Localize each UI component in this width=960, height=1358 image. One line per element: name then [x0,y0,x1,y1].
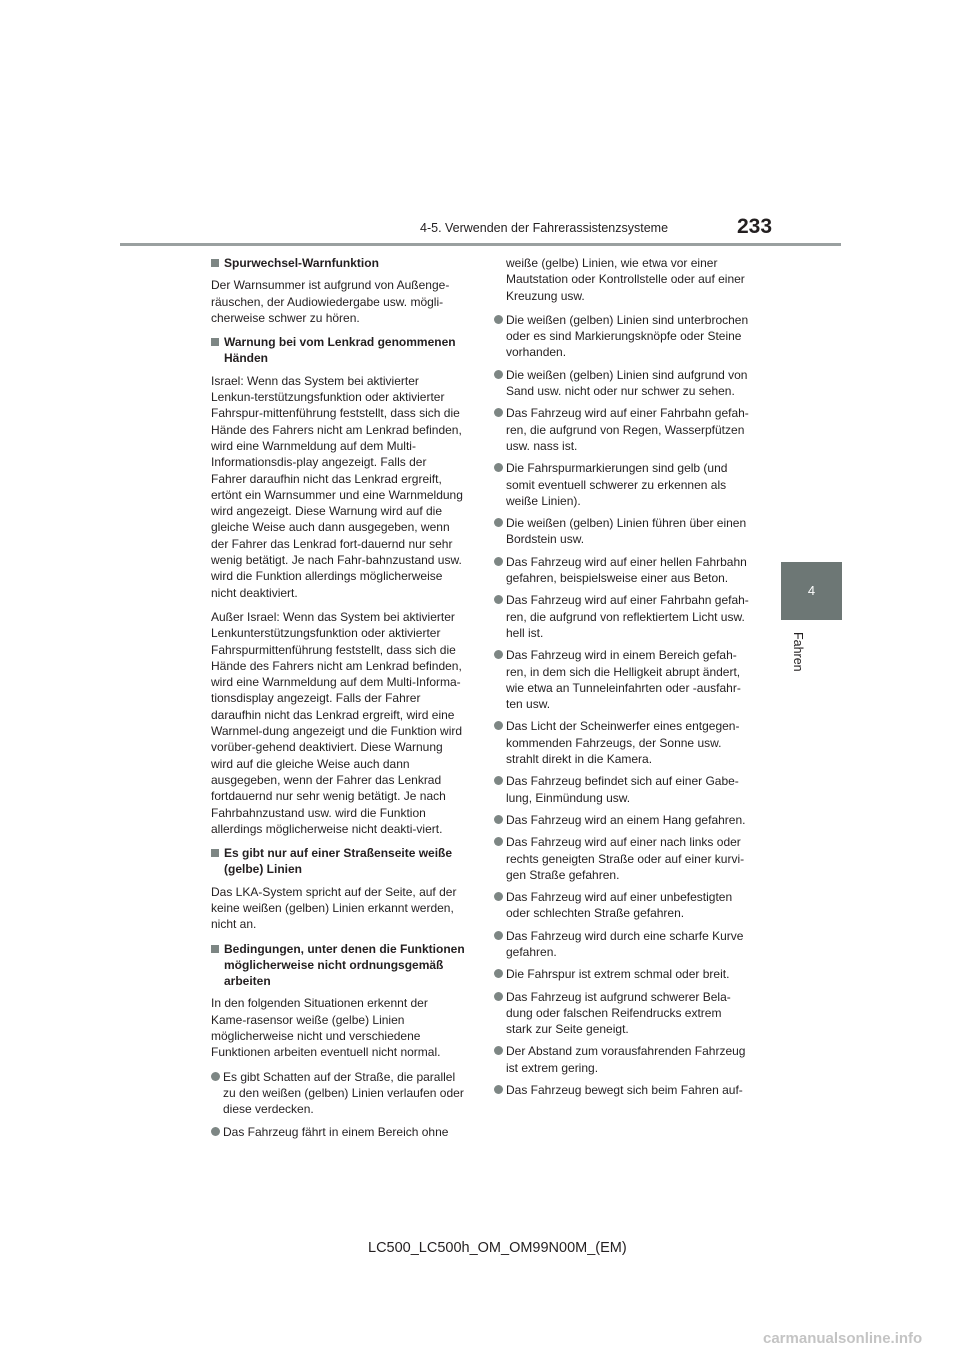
list-item-text: Das Fahrzeug befindet sich auf einer Gabe-lung, Einmündung usw. [506,774,739,805]
heading-text: Es gibt nur auf einer Straßenseite weiße (gelbe) Linien [224,846,453,877]
round-bullet-icon [211,1127,220,1136]
square-bullet-icon [211,259,219,267]
round-bullet-icon [494,408,503,417]
round-bullet-icon [494,892,503,901]
round-bullet-icon [494,370,503,379]
section-title: 4-5. Verwenden der Fahrerassistenzsysteme [420,221,669,235]
paragraph: Der Warnsummer ist aufgrund von Außenge-räuschen, der Audiowiedergabe usw. mögli-cherweise schwer zu hören. [211,278,450,325]
list-item [494,312,750,361]
continued-text: weiße (gelbe) Linien, wie etwa vor einer Mautstation oder Kontrollstelle oder auf einer Kreuzung usw. [506,256,745,303]
list-item [211,1124,465,1140]
square-bullet-icon [211,945,219,953]
round-bullet-icon [494,931,503,940]
list-item [494,718,750,767]
list-item-text: Das Fahrzeug wird an einem Hang gefahren. [506,812,746,827]
list-item-text: Die weißen (gelben) Linien sind unterbrochen oder es sind Markierungsknöpfe oder Steine vorhanden. [506,312,749,360]
section-heading [211,255,465,271]
paragraph: Das LKA-System spricht auf der Seite, auf der keine weißen (gelben) Linien erkannt werden, nicht an. [211,884,457,932]
list-item [494,928,750,961]
list-item [494,989,750,1038]
round-bullet-icon [494,992,503,1001]
round-bullet-icon [494,650,503,659]
round-bullet-icon [494,837,503,846]
round-bullet-icon [494,518,503,527]
list-item-text: Das Fahrzeug bewegt sich beim Fahren auf- [506,1083,743,1098]
watermark: carmanualsonline.info [763,1330,923,1347]
list-item [494,1043,750,1076]
document-code: LC500_LC500h_OM_OM99N00M_(EM) [368,1240,627,1256]
round-bullet-icon [494,815,503,824]
section-heading [211,845,465,878]
right-column [494,255,750,1104]
list-item-text: Die weißen (gelben) Linien führen über einen Bordstein usw. [506,516,747,547]
round-bullet-icon [494,776,503,785]
list-item [494,773,750,806]
list-item [494,647,750,712]
list-item-text: Das Fahrzeug fährt in einem Bereich ohne [223,1124,449,1139]
list-item-text: Die Fahrspurmarkierungen sind gelb (und somit eventuell schwerer zu erkennen als weiße Linien). [506,461,728,508]
list-item [211,1069,465,1118]
paragraph: Außer Israel: Wenn das System bei aktivierter Lenkunterstützungsfunktion oder aktivierter Fahrspurmittenführung feststellt, dass sich die Hände des Fahrers nicht am Lenkrad befinden, wird eine Warnmeldung auf dem Multi-Informa-tionsdisplay angezeigt. Falls der Fahrer daraufhin nicht das Lenkrad ergreift, wird eine Warnmel-dung angezeigt und die Funktion wird vorüber-gehend deaktiviert. Diese Warnung wird auf die gleiche Weise auch dann ausgegeben, wenn der Fahrer das Lenkrad fortdauernd nur sehr wenig betätigt. Je nach Fahrbahnzustand usw. wird die Funktion allerdings möglicherweise nicht deakti-viert. [211,609,463,836]
list-item-text: Die weißen (gelben) Linien sind aufgrund von Sand usw. nicht oder nur schwer zu sehen. [506,367,748,399]
list-item [494,515,750,548]
list-item-text: Es gibt Schatten auf der Straße, die parallel zu den weißen (gelben) Linien verlaufen oder diese verdecken. [223,1069,464,1117]
paragraph: In den folgenden Situationen erkennt der Kame-rasensor weiße (gelbe) Linien möglicherweise nicht und verschiedene Funktionen arbeiten eventuell nicht normal. [211,996,441,1060]
round-bullet-icon [494,595,503,604]
list-item [494,460,750,509]
chapter-label: Fahren [791,632,805,672]
list-item [494,889,750,922]
left-column [211,255,465,1146]
chapter-tab: 4 [781,562,842,620]
list-item-text: Die Fahrspur ist extrem schmal oder breit. [506,967,730,982]
square-bullet-icon [211,338,219,346]
round-bullet-icon [211,1072,220,1081]
list-item-text: Das Fahrzeug wird in einem Bereich gefah-ren, in dem sich die Helligkeit abrupt ändert, wie etwa an Tunneleinfahrten oder -ausfahr-ten usw. [506,648,741,712]
list-item [494,554,750,587]
section-heading [211,941,465,990]
round-bullet-icon [494,1085,503,1094]
list-item [494,812,750,828]
list-item [494,592,750,641]
list-item-text: Das Fahrzeug wird auf einer nach links oder rechts geneigten Straße oder auf einer kurvi-gen Straße gefahren. [506,835,745,882]
list-item-text: Das Fahrzeug ist aufgrund schwerer Bela-dung oder falschen Reifendrucks extrem stark zur Seite geneigt. [506,989,731,1037]
round-bullet-icon [494,315,503,324]
round-bullet-icon [494,557,503,566]
list-item [494,966,750,982]
section-heading [211,334,465,367]
round-bullet-icon [494,969,503,978]
list-item-text: Das Fahrzeug wird auf einer Fahrbahn gefah-ren, die aufgrund von reflektiertem Licht usw. hell ist. [506,593,749,640]
heading-text: Spurwechsel-Warnfunktion [224,256,379,270]
list-item-text: Das Fahrzeug wird auf einer hellen Fahrbahn gefahren, beispielsweise einer aus Beton. [506,554,747,586]
list-item [494,367,750,400]
list-item [494,405,750,454]
page-number: 233 [737,215,773,238]
round-bullet-icon [494,721,503,730]
heading-text: Bedingungen, unter denen die Funktionen möglicherweise nicht ordnungsgemäß arbeiten [224,941,465,989]
heading-text: Warnung bei vom Lenkrad genommenen Händen [224,335,456,366]
list-item-text: Der Abstand zum vorausfahrenden Fahrzeug ist extrem gering. [506,1044,746,1075]
list-item-text: Das Fahrzeug wird auf einer Fahrbahn gefah-ren, die aufgrund von Regen, Wasserpfützen usw. nass ist. [506,406,749,453]
list-item-text: Das Fahrzeug wird auf einer unbefestigten oder schlechten Straße gefahren. [506,890,733,921]
round-bullet-icon [494,1046,503,1055]
list-item [494,1082,750,1098]
square-bullet-icon [211,849,219,857]
list-item [494,834,750,883]
round-bullet-icon [494,463,503,472]
header-divider [120,243,841,246]
list-item-text: Das Fahrzeug wird durch eine scharfe Kurve gefahren. [506,928,744,959]
paragraph: Israel: Wenn das System bei aktivierter Lenkun-terstützungsfunktion oder aktivierter Fahrspur-mittenführung feststellt, dass sich die Hände des Fahrers nicht am Lenkrad befinden, wird eine Warnmeldung auf dem Multi-Informationsdis-play angezeigt. Falls der Fahrer daraufhin nicht das Lenkrad ergreift, ertönt ein Warnsummer und eine Warnmeldung wird angezeigt. Diese Warnung wird auf die gleiche Weise auch dann ausgegeben, wenn der Fahrer das Lenkrad fort-dauernd nur sehr wenig betätigt. Je nach Fahr-bahnzustand usw. wird die Funktion allerdings möglicherweise nicht deaktiviert. [211,373,463,600]
list-item-text: Das Licht der Scheinwerfer eines entgegen-kommenden Fahrzeugs, der Sonne usw. strahlt direkt in die Kamera. [506,719,740,767]
